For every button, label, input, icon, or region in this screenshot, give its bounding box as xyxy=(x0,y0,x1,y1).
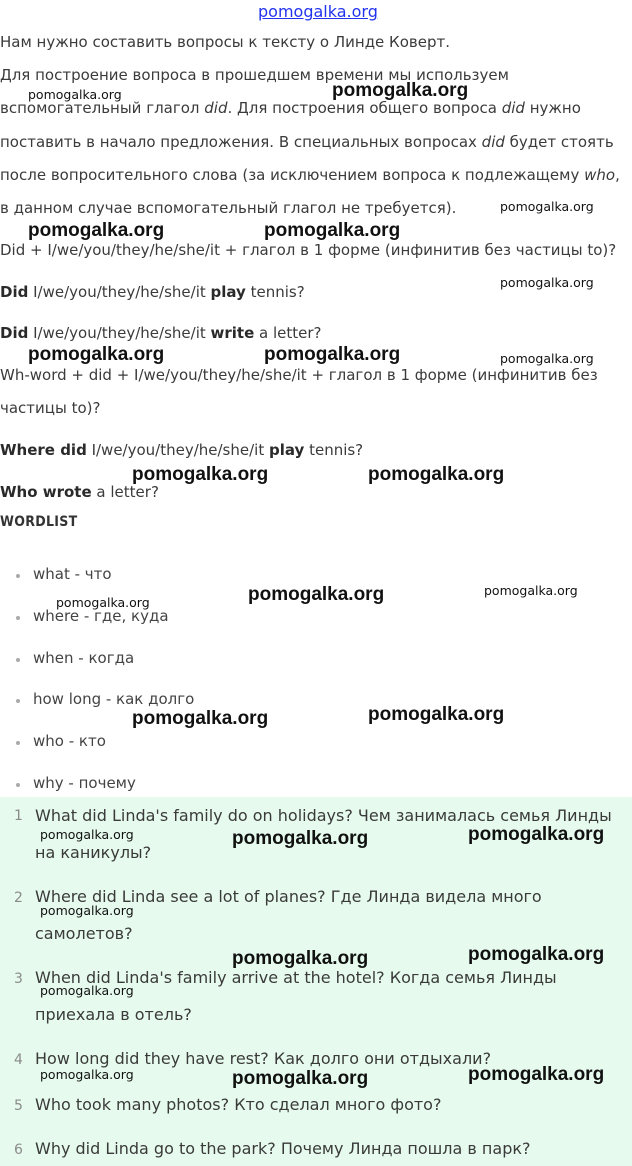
wordlist-item: when - когда xyxy=(33,649,135,667)
example-text: a letter? xyxy=(91,483,159,501)
did-emphasis: did xyxy=(481,133,505,151)
example-text: tennis? xyxy=(304,441,364,459)
intro-text: . Для построения общего вопроса xyxy=(227,99,502,117)
watermark: pomogalka.org xyxy=(484,583,578,598)
watermark: pomogalka.org xyxy=(28,220,165,241)
wordlist-item: why - почему xyxy=(33,774,136,792)
formula-special-question-1: Wh-word + did + I/we/you/they/he/she/it + глагол в 1 форме (инфинитив без xyxy=(0,366,598,384)
watermark: pomogalka.org xyxy=(232,1068,369,1089)
example-text: I/we/you/they/he/she/it xyxy=(28,283,211,301)
watermark: pomogalka.org xyxy=(28,87,122,102)
who-emphasis: who xyxy=(584,166,616,184)
example-bold: play xyxy=(210,283,246,301)
example-bold: Did xyxy=(0,283,29,301)
watermark: pomogalka.org xyxy=(28,344,165,365)
watermark: pomogalka.org xyxy=(232,948,369,969)
intro-text: нужно xyxy=(524,99,581,117)
intro-line-5 xyxy=(0,166,620,184)
intro-text: будет стоять xyxy=(504,133,614,151)
question-number: 4 xyxy=(14,1052,23,1068)
wordlist-heading: WORDLIST xyxy=(0,514,78,530)
intro-line-6: в данном случае вспомогательный глагол не требуется). xyxy=(0,199,457,217)
formula-general-question: Did + I/we/you/they/he/she/it + глагол в 1 форме (инфинитив без частицы to)? xyxy=(0,241,617,259)
did-emphasis: did xyxy=(204,99,228,117)
question-line: Why did Linda go to the park? Почему Линда пошла в парк? xyxy=(35,1139,531,1158)
watermark: pomogalka.org xyxy=(232,828,369,849)
example-text: I/we/you/they/he/she/it xyxy=(28,324,211,342)
watermark: pomogalka.org xyxy=(132,464,269,485)
intro-text: поставить в начало предложения. В специальных вопросах xyxy=(0,133,482,151)
watermark: pomogalka.org xyxy=(40,983,134,998)
watermark: pomogalka.org xyxy=(40,827,134,842)
wordlist-item: where - где, куда xyxy=(33,607,169,625)
example-bold: Where did xyxy=(0,441,87,459)
intro-text: вспомогательный глагол xyxy=(0,99,205,117)
question-line: How long did they have rest? Как долго они отдыхали? xyxy=(35,1049,492,1068)
question-line: приехала в отель? xyxy=(35,1005,192,1024)
question-number: 1 xyxy=(14,808,23,824)
example-write-letter xyxy=(0,324,322,342)
watermark: pomogalka.org xyxy=(368,464,505,485)
intro-line-1: Нам нужно составить вопросы к тексту о Линде Коверт. xyxy=(0,33,450,51)
example-bold: play xyxy=(268,441,305,459)
example-text: a letter? xyxy=(254,324,322,342)
watermark: pomogalka.org xyxy=(368,704,505,725)
wordlist-item: how long - как долго xyxy=(33,690,195,708)
question-line: Who took many photos? Кто сделал много фото? xyxy=(35,1095,442,1114)
did-emphasis: did xyxy=(501,99,525,117)
watermark: pomogalka.org xyxy=(264,220,401,241)
example-bold: write xyxy=(210,324,255,342)
watermark: pomogalka.org xyxy=(332,80,469,101)
question-line: самолетов? xyxy=(35,924,133,943)
example-text: tennis? xyxy=(245,283,305,301)
watermark: pomogalka.org xyxy=(40,903,134,918)
bullet-icon xyxy=(16,699,20,703)
bullet-icon xyxy=(16,574,20,578)
question-line: Where did Linda see a lot of planes? Где Линда видела много xyxy=(35,887,542,906)
watermark: pomogalka.org xyxy=(264,344,401,365)
watermark-top-link[interactable]: pomogalka.org xyxy=(258,2,378,21)
intro-text: после вопросительного слова (за исключением вопроса к подлежащему xyxy=(0,166,585,184)
watermark: pomogalka.org xyxy=(248,584,385,605)
watermark: pomogalka.org xyxy=(500,275,594,290)
bullet-icon xyxy=(16,658,20,662)
example-bold: Did xyxy=(0,324,29,342)
question-number: 3 xyxy=(14,971,23,987)
example-play-tennis xyxy=(0,283,305,301)
watermark: pomogalka.org xyxy=(40,1067,134,1082)
formula-special-question-2: частицы to)? xyxy=(0,399,101,417)
example-bold: Who wrote xyxy=(0,483,92,501)
wordlist-item: what - что xyxy=(33,565,112,583)
watermark: pomogalka.org xyxy=(56,595,150,610)
question-number: 6 xyxy=(14,1142,23,1158)
bullet-icon xyxy=(16,741,20,745)
bullet-icon xyxy=(16,783,20,787)
intro-line-2: Для построение вопроса в прошедшем времени мы используем xyxy=(0,66,509,84)
watermark: pomogalka.org xyxy=(500,199,594,214)
intro-line-4 xyxy=(0,133,614,151)
intro-text: , xyxy=(615,166,620,184)
question-number: 5 xyxy=(14,1098,23,1114)
watermark: pomogalka.org xyxy=(468,944,605,965)
wordlist-item: who - кто xyxy=(33,732,106,750)
example-text: I/we/you/they/he/she/it xyxy=(86,441,269,459)
example-where-play xyxy=(0,441,363,459)
watermark: pomogalka.org xyxy=(468,824,605,845)
watermark: pomogalka.org xyxy=(500,351,594,366)
bullet-icon xyxy=(16,616,20,620)
watermark: pomogalka.org xyxy=(468,1064,605,1085)
question-line: When did Linda's family arrive at the hotel? Когда семья Линды xyxy=(35,968,557,987)
question-line: What did Linda's family do on holidays? Чем занималась семья Линды xyxy=(35,806,612,825)
question-number: 2 xyxy=(14,890,23,906)
watermark: pomogalka.org xyxy=(132,708,269,729)
question-line: на каникулы? xyxy=(35,843,152,862)
